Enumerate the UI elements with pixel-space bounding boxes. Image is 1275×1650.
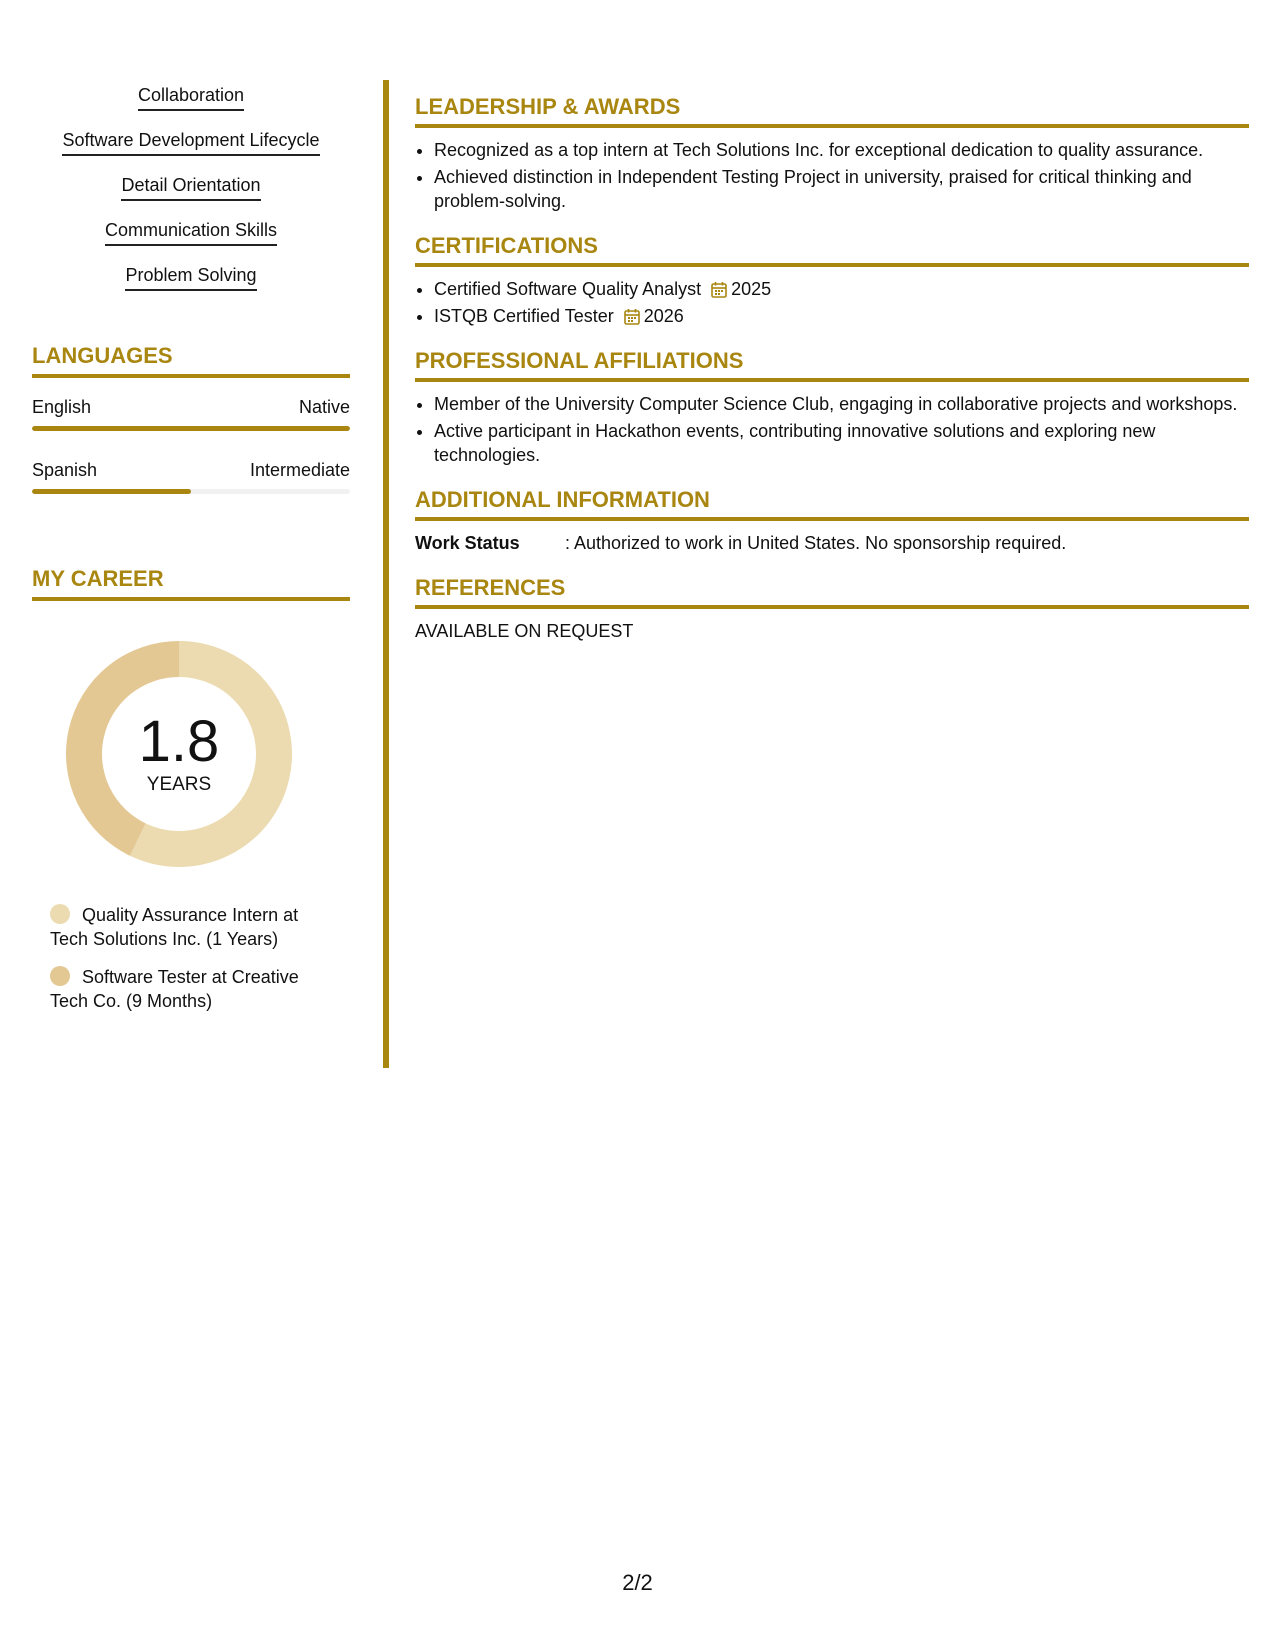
language-level-bar (32, 489, 350, 494)
work-status-row (415, 531, 1249, 555)
career-donut-chart (66, 641, 292, 867)
column-divider (383, 80, 389, 1068)
certifications-list (415, 277, 1249, 328)
certification-item (434, 277, 1249, 301)
list-item: • Member of the University Computer Science Club, engaging in collaborative projects and workshops. (434, 392, 1249, 416)
language-name: Spanish (32, 460, 98, 480)
certification-name: Certified Software Quality Analyst (434, 279, 702, 299)
language-level: Native (298, 397, 350, 417)
skills-list (32, 84, 350, 309)
career-legend (50, 903, 330, 1013)
career-total-unit: YEARS (146, 774, 212, 795)
skill-item: Communication Skills (105, 219, 277, 246)
certification-year: 2025 (731, 279, 772, 299)
skill-item: Software Development Lifecycle (62, 129, 319, 156)
sidebar (32, 84, 350, 1027)
list-item: • Achieved distinction in Independent Testing Project in university, praised for critical thinking and problem-solving. (434, 165, 1249, 213)
legend-dot (50, 904, 70, 924)
list-item: • Recognized as a top intern at Tech Solutions Inc. for exceptional dedication to quality assurance. (434, 138, 1249, 162)
leadership-heading: LEADERSHIP & AWARDS (415, 94, 1249, 128)
career-legend-item (50, 903, 330, 951)
references-section (415, 575, 1249, 643)
skill-item: Detail Orientation (121, 174, 260, 201)
languages-heading: LANGUAGES (32, 343, 350, 378)
career-legend-label: Quality Assurance Intern at Tech Solutions Inc. (1 Years) (50, 905, 299, 949)
career-legend-label: Software Tester at Creative Tech Co. (9 Months) (50, 967, 299, 1011)
language-item (32, 396, 350, 431)
main-column (415, 94, 1249, 663)
leadership-list (415, 138, 1249, 213)
language-item (32, 459, 350, 494)
certification-year: 2026 (643, 306, 684, 326)
legend-dot (50, 966, 70, 986)
additional-info-section (415, 487, 1249, 555)
work-status-label: Work Status (415, 533, 520, 553)
list-item: • Active participant in Hackathon events, contributing innovative solutions and exploring new technologies. (434, 419, 1249, 467)
certification-item (434, 304, 1249, 328)
calendar-icon (711, 281, 727, 298)
language-level-fill (32, 426, 350, 431)
language-level: Intermediate (249, 460, 350, 480)
career-total-value: 1.8 (138, 709, 220, 774)
certifications-section (415, 233, 1249, 328)
affiliations-heading: PROFESSIONAL AFFILIATIONS (415, 348, 1249, 382)
additional-info-heading: ADDITIONAL INFORMATION (415, 487, 1249, 521)
language-level-bar (32, 426, 350, 431)
leadership-section (415, 94, 1249, 213)
affiliations-list (415, 392, 1249, 467)
career-heading: MY CAREER (32, 566, 350, 601)
calendar-icon (624, 308, 640, 325)
work-status-value: : Authorized to work in United States. No sponsorship required. (565, 533, 1067, 553)
language-name: English (32, 397, 92, 417)
page-number: 2/2 (622, 1570, 653, 1595)
certification-name: ISTQB Certified Tester (434, 306, 614, 326)
references-text: AVAILABLE ON REQUEST (415, 621, 634, 641)
affiliations-section (415, 348, 1249, 467)
language-level-fill (32, 489, 191, 494)
certifications-heading: CERTIFICATIONS (415, 233, 1249, 267)
career-legend-item (50, 965, 330, 1013)
skill-item: Collaboration (138, 84, 244, 111)
career-donut-center (66, 641, 292, 867)
references-heading: REFERENCES (415, 575, 1249, 609)
skill-item: Problem Solving (125, 264, 256, 291)
